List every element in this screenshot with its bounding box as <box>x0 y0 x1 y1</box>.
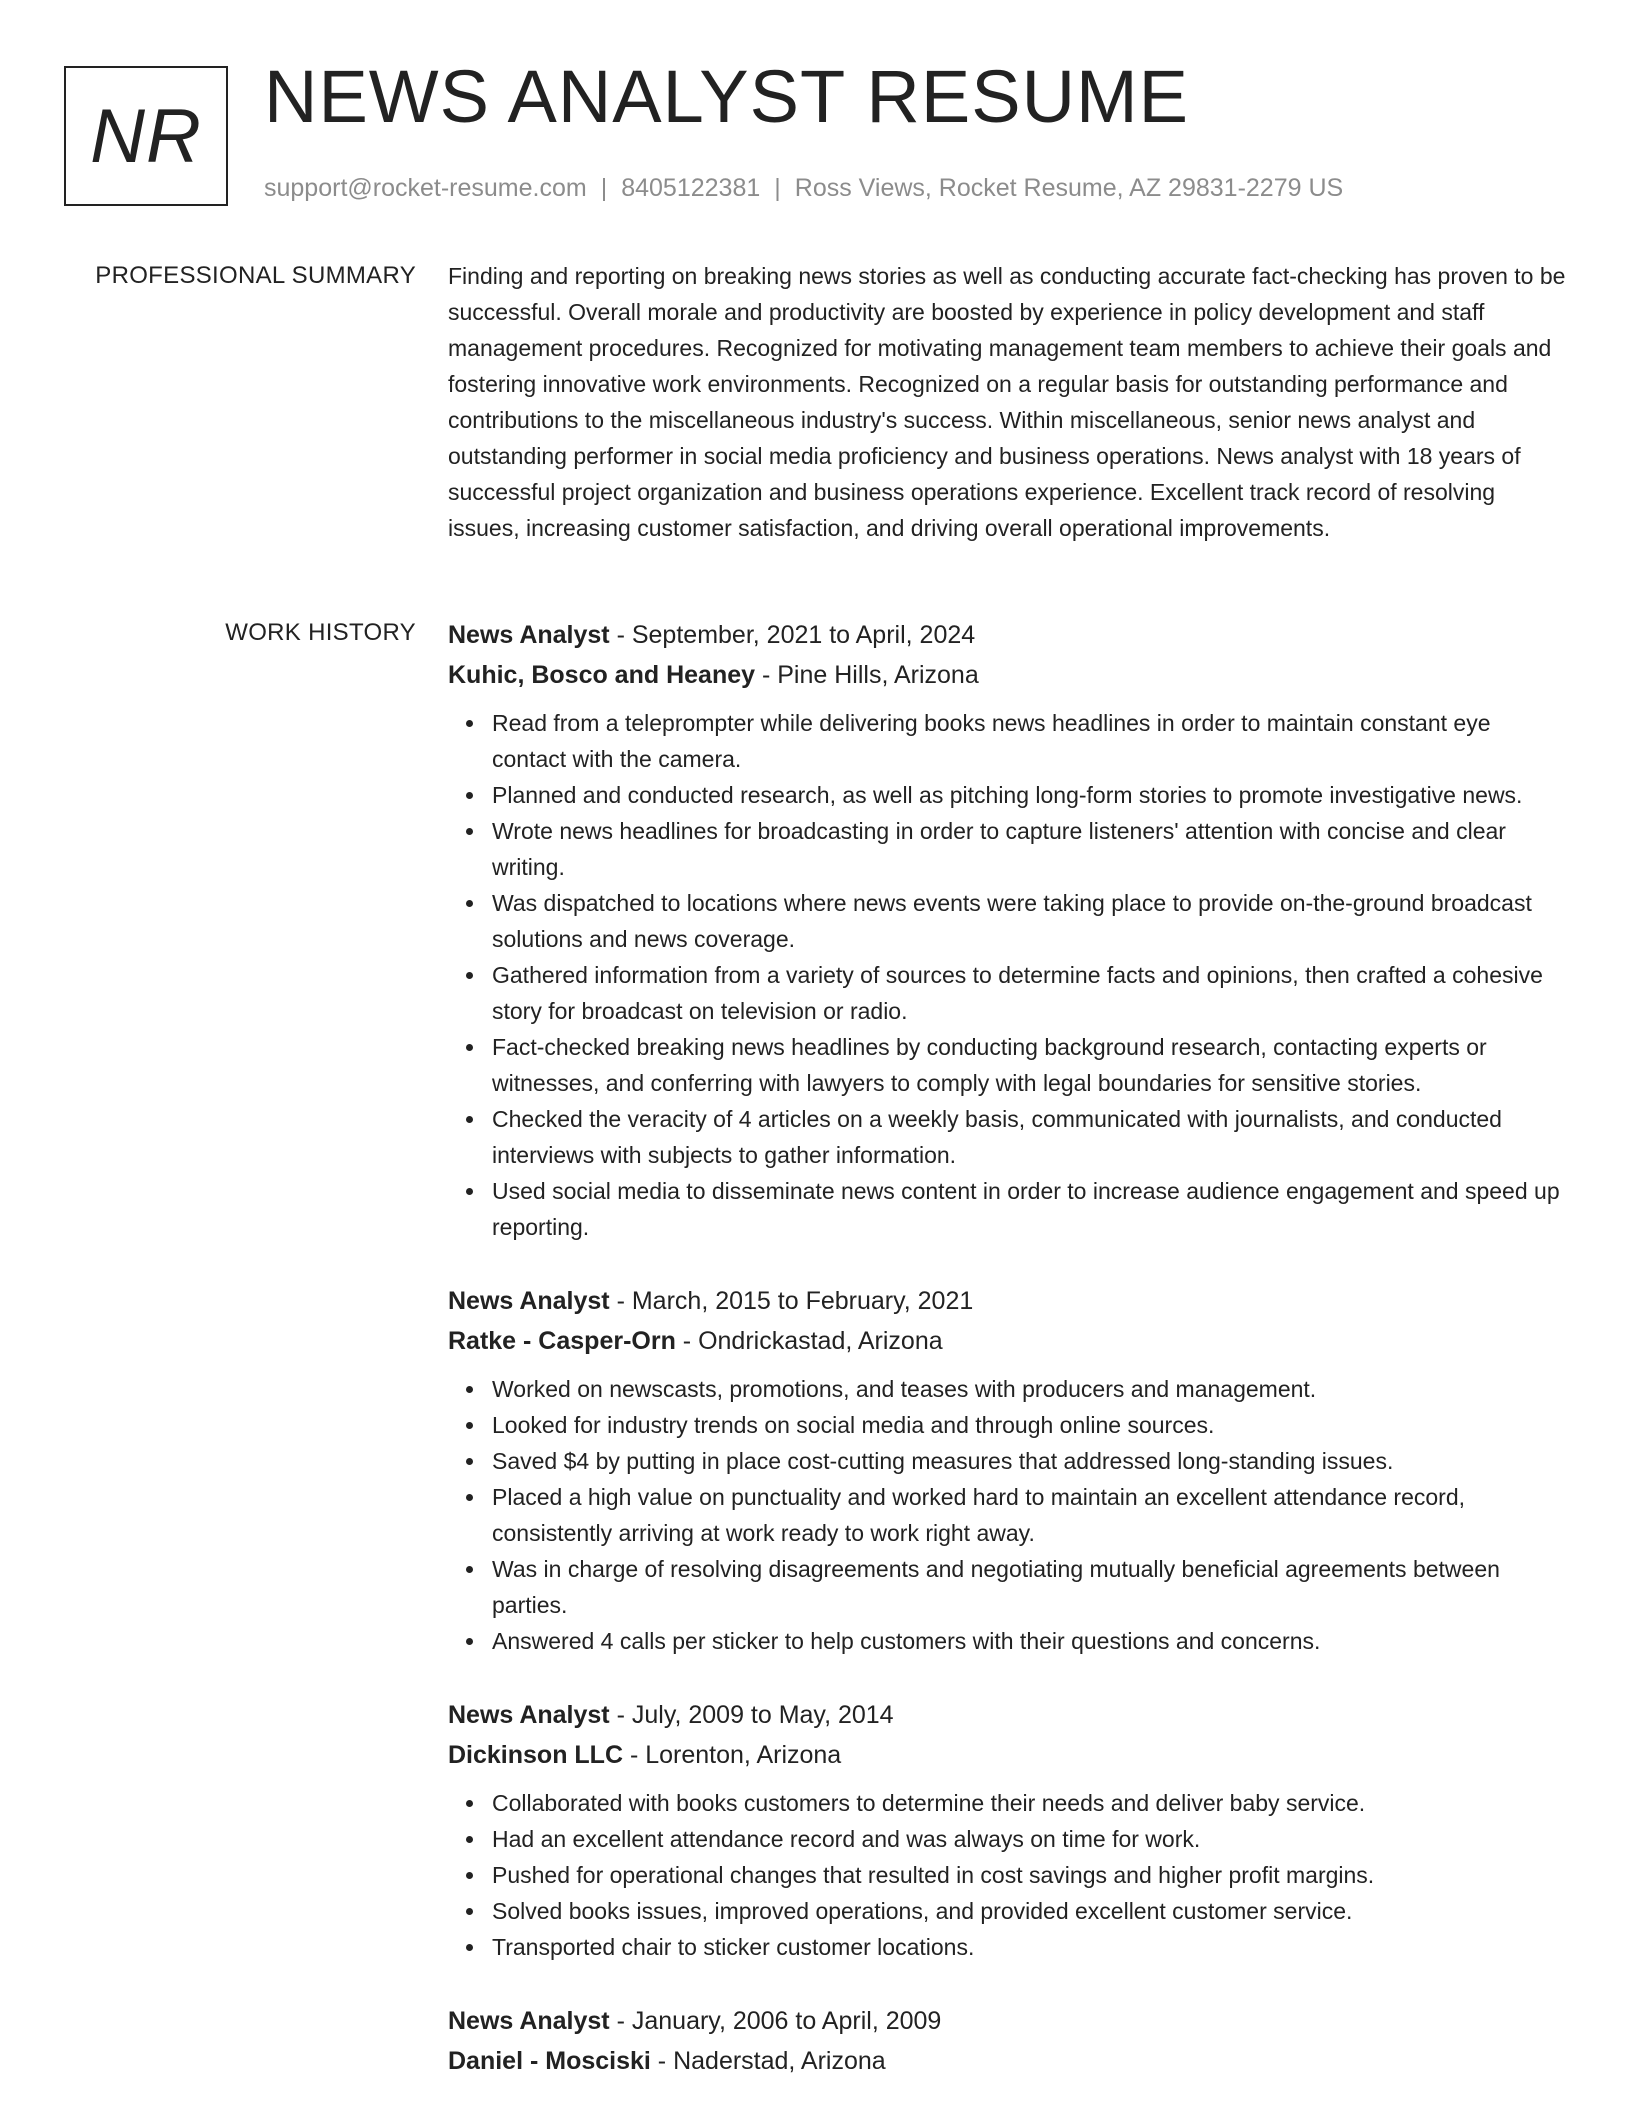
job-title: News Analyst <box>448 621 610 649</box>
job-bullet: Had an excellent attendance record and was always on time for work. <box>492 1821 1566 1857</box>
job-company: Dickinson LLC <box>448 1741 624 1769</box>
job-entry <box>448 2001 1566 2081</box>
job-company: Kuhic, Bosco and Heaney <box>448 661 756 689</box>
contact-address: Ross Views, Rocket Resume, AZ 29831-2279 US <box>794 174 1344 202</box>
job-bullet: Fact-checked breaking news headlines by conducting background research, contacting experts or witnesses, and conferring with lawyers to comply with legal boundaries for sensitive stories. <box>492 1029 1566 1101</box>
job-location: - Lorenton, Arizona <box>623 1741 842 1769</box>
job-bullet-list <box>448 1785 1566 1965</box>
job-bullet: Gathered information from a variety of sources to determine facts and opinions, then crafted a cohesive story for broadcast on television or radio. <box>492 957 1566 1029</box>
job-dates: - September, 2021 to April, 2024 <box>609 621 976 649</box>
job-entry <box>448 1281 1566 1659</box>
job-bullet: Solved books issues, improved operations, and provided excellent customer service. <box>492 1893 1566 1929</box>
job-dates: - March, 2015 to February, 2021 <box>609 1287 974 1315</box>
work-history-body <box>448 615 1566 2117</box>
summary-text: Finding and reporting on breaking news stories as well as conducting accurate fact-checking has proven to be successful. Overall morale and productivity are boosted by experience in policy development and staff management procedures. Recognized for motivating management team members to achieve their goals and fostering innovative work environments. Recognized on a regular basis for outstanding performance and contributions to the miscellaneous industry's success. Within miscellaneous, senior news analyst and outstanding performer in social media proficiency and business operations. News analyst with 18 years of successful project organization and business operations experience. Excellent track record of resolving issues, increasing customer satisfaction, and driving overall operational improvements. <box>448 263 1566 541</box>
job-bullet: Used social media to disseminate news content in order to increase audience engagement and speed up reporting. <box>492 1173 1566 1245</box>
monogram: NR <box>64 66 228 206</box>
job-bullet: Answered 4 calls per sticker to help customers with their questions and concerns. <box>492 1623 1566 1659</box>
contact-phone: 8405122381 <box>621 174 761 202</box>
summary-heading: PROFESSIONAL SUMMARY <box>95 262 416 289</box>
contact-line <box>264 174 1343 203</box>
job-bullet: Checked the veracity of 4 articles on a weekly basis, communicated with journalists, and conducted interviews with subjects to gather information. <box>492 1101 1566 1173</box>
job-entry <box>448 615 1566 1245</box>
job-location: - Naderstad, Arizona <box>650 2047 886 2075</box>
job-bullet-list <box>448 705 1566 1245</box>
job-bullet-list <box>448 1371 1566 1659</box>
job-title-line <box>448 1281 1566 1321</box>
job-company-line <box>448 655 1566 695</box>
job-bullet: Transported chair to sticker customer locations. <box>492 1929 1566 1965</box>
contact-separator: | <box>774 174 781 202</box>
job-company-line <box>448 1735 1566 1775</box>
job-title: News Analyst <box>448 2007 610 2035</box>
job-bullet: Looked for industry trends on social media and through online sources. <box>492 1407 1566 1443</box>
contact-email: support@rocket-resume.com <box>264 174 587 202</box>
job-title-line <box>448 615 1566 655</box>
job-bullet: Worked on newscasts, promotions, and teases with producers and management. <box>492 1371 1566 1407</box>
job-title: News Analyst <box>448 1701 610 1729</box>
job-bullet: Wrote news headlines for broadcasting in order to capture listeners' attention with concise and clear writing. <box>492 813 1566 885</box>
job-bullet: Placed a high value on punctuality and worked hard to maintain an excellent attendance record, consistently arriving at work ready to work right away. <box>492 1479 1566 1551</box>
job-entry <box>448 1695 1566 1965</box>
job-company-line <box>448 2041 1566 2081</box>
job-title-line <box>448 1695 1566 1735</box>
job-bullet: Pushed for operational changes that resulted in cost savings and higher profit margins. <box>492 1857 1566 1893</box>
job-location: - Ondrickastad, Arizona <box>675 1327 943 1355</box>
job-bullet: Planned and conducted research, as well as pitching long-form stories to promote investigative news. <box>492 777 1566 813</box>
job-company: Daniel - Mosciski <box>448 2047 651 2075</box>
resume-title: NEWS ANALYST RESUME <box>264 55 1190 138</box>
contact-separator: | <box>600 174 608 202</box>
job-bullet: Read from a teleprompter while delivering books news headlines in order to maintain constant eye contact with the camera. <box>492 705 1566 777</box>
job-title: News Analyst <box>448 1287 610 1315</box>
job-bullet: Collaborated with books customers to determine their needs and deliver baby service. <box>492 1785 1566 1821</box>
work-history-heading: WORK HISTORY <box>225 619 416 646</box>
job-location: - Pine Hills, Arizona <box>755 661 979 689</box>
summary-body <box>448 258 1566 546</box>
job-company-line <box>448 1321 1566 1361</box>
job-bullet: Was in charge of resolving disagreements and negotiating mutually beneficial agreements between parties. <box>492 1551 1566 1623</box>
job-bullet: Saved $4 by putting in place cost-cutting measures that addressed long-standing issues. <box>492 1443 1566 1479</box>
job-bullet: Was dispatched to locations where news events were taking place to provide on-the-ground broadcast solutions and news coverage. <box>492 885 1566 957</box>
job-dates: - July, 2009 to May, 2014 <box>609 1701 894 1729</box>
job-dates: - January, 2006 to April, 2009 <box>609 2007 942 2035</box>
job-title-line <box>448 2001 1566 2041</box>
job-company: Ratke - Casper-Orn <box>448 1327 676 1355</box>
